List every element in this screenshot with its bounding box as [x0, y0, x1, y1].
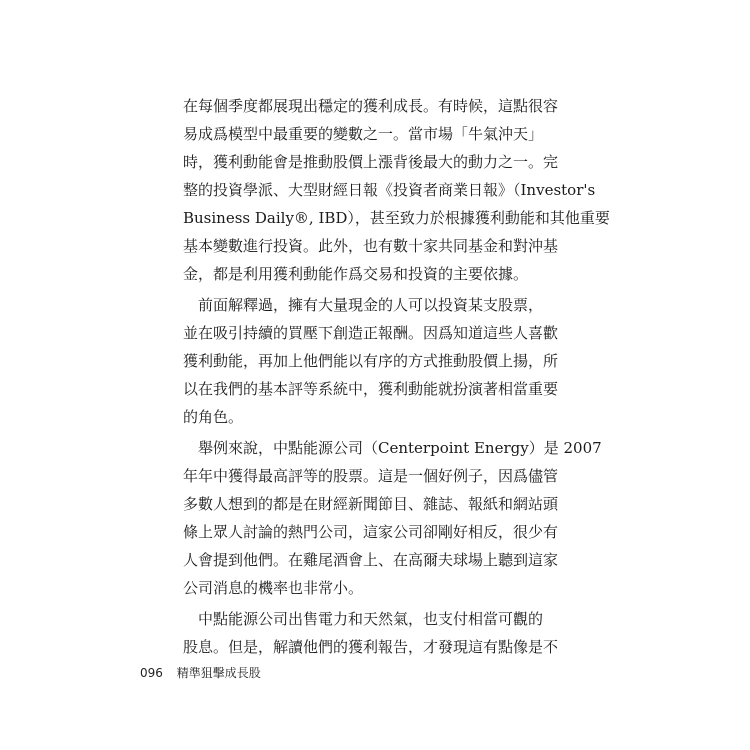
text-line: Business Daily®, IBD），甚至致力於根據獲利動能和其他重要 — [183, 209, 610, 227]
paragraph-2 — [183, 291, 559, 431]
text-line: 中點能源公司出售電力和天然氣，也支付相當可觀的 — [198, 610, 544, 628]
page-footer — [140, 664, 261, 682]
text-line: 的角色。 — [183, 408, 244, 426]
text-line: 在每個季度都展現出穩定的獲利成長。有時候，這點很容 — [183, 97, 559, 115]
text-line: 年年中獲得最高評等的股票。這是一個好例子，因爲儘管 — [183, 467, 559, 485]
text-line: 並在吸引持續的買壓下創造正報酬。因爲知道這些人喜歡 — [183, 324, 559, 342]
text-line: 前面解釋過，擁有大量現金的人可以投資某支股票， — [198, 296, 544, 314]
page-number: 096 — [140, 666, 163, 680]
paragraph-1 — [183, 92, 610, 288]
text-line: 時，獲利動能會是推動股價上漲背後最大的動力之一。完 — [183, 153, 559, 171]
text-line: 多數人想到的都是在財經新聞節目、雜誌、報紙和網站頭 — [183, 495, 559, 513]
text-line: 整的投資學派、大型財經日報《投資者商業日報》（Investor's — [183, 181, 596, 199]
text-line: 條上眾人討論的熱門公司，這家公司卻剛好相反，很少有 — [183, 523, 559, 541]
body-text — [183, 92, 610, 661]
text-line: 獲利動能，再加上他們能以有序的方式推動股價上揚，所 — [183, 352, 559, 370]
text-line: 人會提到他們。在雞尾酒會上、在高爾夫球場上聽到這家 — [183, 551, 559, 569]
book-title: 精準狙擊成長股 — [176, 666, 261, 680]
text-line: 公司消息的機率也非常小。 — [183, 579, 364, 597]
text-line: 以在我們的基本評等系統中，獲利動能就扮演著相當重要 — [183, 380, 559, 398]
paragraph-3 — [183, 434, 602, 602]
text-line: 金，都是利用獲利動能作爲交易和投資的主要依據。 — [183, 265, 529, 283]
text-line: 易成爲模型中最重要的變數之一。當市場「牛氣沖天」 — [183, 125, 544, 143]
text-line: 舉例來說，中點能源公司（Centerpoint Energy）是 2007 — [198, 439, 602, 457]
paragraph-4 — [183, 605, 559, 661]
text-line: 股息。但是，解讀他們的獲利報告，才發現這有點像是不 — [183, 638, 559, 656]
text-line: 基本變數進行投資。此外，也有數十家共同基金和對沖基 — [183, 237, 559, 255]
